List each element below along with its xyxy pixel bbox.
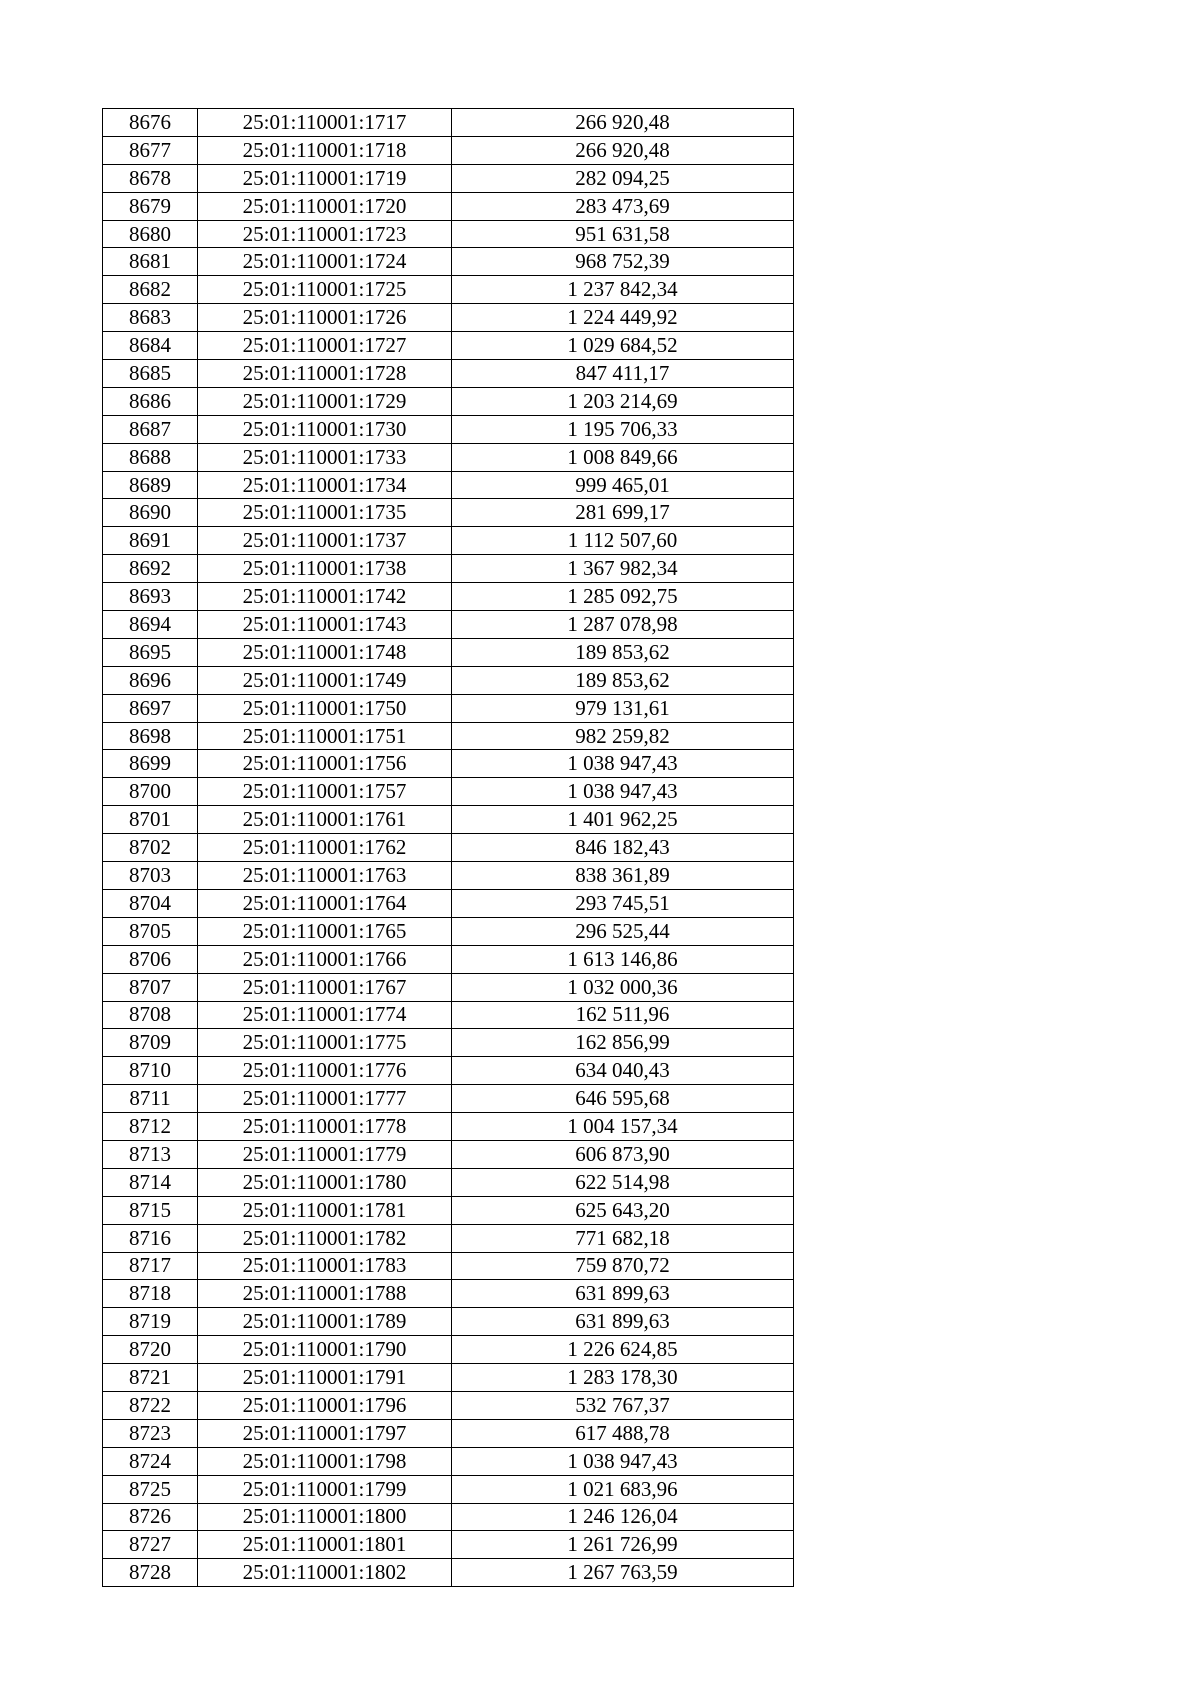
cadastral-number-cell: 25:01:110001:1761 (198, 806, 452, 834)
row-number-cell: 8702 (103, 834, 198, 862)
cadastral-number-cell: 25:01:110001:1797 (198, 1419, 452, 1447)
cadastral-value-cell: 771 682,18 (452, 1224, 794, 1252)
table-row (103, 694, 794, 722)
table-row (103, 276, 794, 304)
table-row (103, 136, 794, 164)
cadastral-value-cell: 296 525,44 (452, 917, 794, 945)
cadastral-value-cell: 266 920,48 (452, 136, 794, 164)
cadastral-number-cell: 25:01:110001:1789 (198, 1308, 452, 1336)
row-number-cell: 8709 (103, 1029, 198, 1057)
table-row (103, 862, 794, 890)
row-number-cell: 8683 (103, 304, 198, 332)
row-number-cell: 8711 (103, 1085, 198, 1113)
cadastral-number-cell: 25:01:110001:1733 (198, 443, 452, 471)
row-number-cell: 8708 (103, 1001, 198, 1029)
row-number-cell: 8719 (103, 1308, 198, 1336)
row-number-cell: 8694 (103, 611, 198, 639)
cadastral-number-cell: 25:01:110001:1729 (198, 387, 452, 415)
cadastral-value-cell: 1 267 763,59 (452, 1559, 794, 1587)
cadastral-value-cell: 1 246 126,04 (452, 1503, 794, 1531)
cadastral-value-cell: 1 613 146,86 (452, 945, 794, 973)
row-number-cell: 8693 (103, 583, 198, 611)
cadastral-value-cell: 606 873,90 (452, 1140, 794, 1168)
table-row (103, 1196, 794, 1224)
cadastral-value-cell: 189 853,62 (452, 638, 794, 666)
cadastral-value-cell: 759 870,72 (452, 1252, 794, 1280)
cadastral-number-cell: 25:01:110001:1743 (198, 611, 452, 639)
cadastral-value-cell: 1 224 449,92 (452, 304, 794, 332)
table-row (103, 109, 794, 137)
cadastral-number-cell: 25:01:110001:1801 (198, 1531, 452, 1559)
cadastral-value-cell: 1 038 947,43 (452, 750, 794, 778)
cadastral-number-cell: 25:01:110001:1802 (198, 1559, 452, 1587)
cadastral-value-cell: 266 920,48 (452, 109, 794, 137)
cadastral-number-cell: 25:01:110001:1764 (198, 889, 452, 917)
table-row (103, 555, 794, 583)
cadastral-number-cell: 25:01:110001:1726 (198, 304, 452, 332)
row-number-cell: 8714 (103, 1168, 198, 1196)
cadastral-value-cell: 1 038 947,43 (452, 778, 794, 806)
cadastral-number-cell: 25:01:110001:1737 (198, 527, 452, 555)
table-row (103, 360, 794, 388)
table-row (103, 304, 794, 332)
row-number-cell: 8725 (103, 1475, 198, 1503)
table-row (103, 1531, 794, 1559)
cadastral-value-cell: 282 094,25 (452, 164, 794, 192)
row-number-cell: 8726 (103, 1503, 198, 1531)
cadastral-number-cell: 25:01:110001:1766 (198, 945, 452, 973)
cadastral-value-cell: 617 488,78 (452, 1419, 794, 1447)
cadastral-value-cell: 293 745,51 (452, 889, 794, 917)
cadastral-number-cell: 25:01:110001:1728 (198, 360, 452, 388)
row-number-cell: 8707 (103, 973, 198, 1001)
cadastral-number-cell: 25:01:110001:1738 (198, 555, 452, 583)
cadastral-number-cell: 25:01:110001:1777 (198, 1085, 452, 1113)
row-number-cell: 8682 (103, 276, 198, 304)
row-number-cell: 8713 (103, 1140, 198, 1168)
table-row (103, 750, 794, 778)
cadastral-number-cell: 25:01:110001:1790 (198, 1336, 452, 1364)
row-number-cell: 8721 (103, 1364, 198, 1392)
table-row (103, 1447, 794, 1475)
table-row (103, 945, 794, 973)
cadastral-value-cell: 1 112 507,60 (452, 527, 794, 555)
cadastral-number-cell: 25:01:110001:1757 (198, 778, 452, 806)
row-number-cell: 8691 (103, 527, 198, 555)
cadastral-value-cell: 281 699,17 (452, 499, 794, 527)
cadastral-value-cell: 1 401 962,25 (452, 806, 794, 834)
cadastral-value-cell: 631 899,63 (452, 1280, 794, 1308)
cadastral-value-cell: 1 237 842,34 (452, 276, 794, 304)
cadastral-number-cell: 25:01:110001:1718 (198, 136, 452, 164)
table-row (103, 1280, 794, 1308)
row-number-cell: 8679 (103, 192, 198, 220)
table-row (103, 1475, 794, 1503)
table-row (103, 527, 794, 555)
cadastral-number-cell: 25:01:110001:1719 (198, 164, 452, 192)
row-number-cell: 8727 (103, 1531, 198, 1559)
row-number-cell: 8690 (103, 499, 198, 527)
table-row (103, 834, 794, 862)
cadastral-number-cell: 25:01:110001:1735 (198, 499, 452, 527)
table-row (103, 806, 794, 834)
cadastral-value-cell: 622 514,98 (452, 1168, 794, 1196)
cadastral-value-cell: 283 473,69 (452, 192, 794, 220)
table-body (103, 109, 794, 1587)
cadastral-value-cell: 1 038 947,43 (452, 1447, 794, 1475)
cadastral-number-cell: 25:01:110001:1763 (198, 862, 452, 890)
table-row (103, 917, 794, 945)
cadastral-number-cell: 25:01:110001:1727 (198, 332, 452, 360)
row-number-cell: 8685 (103, 360, 198, 388)
cadastral-number-cell: 25:01:110001:1723 (198, 220, 452, 248)
cadastral-value-cell: 951 631,58 (452, 220, 794, 248)
row-number-cell: 8688 (103, 443, 198, 471)
table-row (103, 164, 794, 192)
cadastral-number-cell: 25:01:110001:1782 (198, 1224, 452, 1252)
cadastral-number-cell: 25:01:110001:1767 (198, 973, 452, 1001)
cadastral-value-cell: 1 029 684,52 (452, 332, 794, 360)
cadastral-number-cell: 25:01:110001:1750 (198, 694, 452, 722)
table-row (103, 1085, 794, 1113)
cadastral-number-cell: 25:01:110001:1788 (198, 1280, 452, 1308)
table-row (103, 387, 794, 415)
table-row (103, 1252, 794, 1280)
cadastral-value-cell: 532 767,37 (452, 1391, 794, 1419)
table-row (103, 1391, 794, 1419)
table-row (103, 1559, 794, 1587)
cadastral-value-cell: 1 287 078,98 (452, 611, 794, 639)
row-number-cell: 8699 (103, 750, 198, 778)
cadastral-value-cell: 1 032 000,36 (452, 973, 794, 1001)
cadastral-value-cell: 1 021 683,96 (452, 1475, 794, 1503)
table-row (103, 1113, 794, 1141)
row-number-cell: 8678 (103, 164, 198, 192)
cadastral-number-cell: 25:01:110001:1796 (198, 1391, 452, 1419)
cadastral-number-cell: 25:01:110001:1720 (198, 192, 452, 220)
table-row (103, 192, 794, 220)
cadastral-number-cell: 25:01:110001:1798 (198, 1447, 452, 1475)
row-number-cell: 8715 (103, 1196, 198, 1224)
cadastral-value-cell: 1 203 214,69 (452, 387, 794, 415)
row-number-cell: 8706 (103, 945, 198, 973)
cadastral-value-cell: 999 465,01 (452, 471, 794, 499)
table-row (103, 611, 794, 639)
cadastral-number-cell: 25:01:110001:1781 (198, 1196, 452, 1224)
cadastral-number-cell: 25:01:110001:1734 (198, 471, 452, 499)
row-number-cell: 8676 (103, 109, 198, 137)
row-number-cell: 8680 (103, 220, 198, 248)
row-number-cell: 8710 (103, 1057, 198, 1085)
cadastral-number-cell: 25:01:110001:1779 (198, 1140, 452, 1168)
cadastral-value-cell: 646 595,68 (452, 1085, 794, 1113)
row-number-cell: 8700 (103, 778, 198, 806)
cadastral-number-cell: 25:01:110001:1774 (198, 1001, 452, 1029)
cadastral-value-cell: 968 752,39 (452, 248, 794, 276)
table-row (103, 1308, 794, 1336)
table-row (103, 220, 794, 248)
row-number-cell: 8692 (103, 555, 198, 583)
cadastral-number-cell: 25:01:110001:1800 (198, 1503, 452, 1531)
cadastral-number-cell: 25:01:110001:1730 (198, 415, 452, 443)
cadastral-number-cell: 25:01:110001:1751 (198, 722, 452, 750)
cadastral-number-cell: 25:01:110001:1778 (198, 1113, 452, 1141)
table-row (103, 1224, 794, 1252)
cadastral-value-cell: 189 853,62 (452, 666, 794, 694)
table-row (103, 889, 794, 917)
table-row (103, 471, 794, 499)
row-number-cell: 8684 (103, 332, 198, 360)
cadastral-number-cell: 25:01:110001:1783 (198, 1252, 452, 1280)
table-row (103, 1336, 794, 1364)
table-row (103, 583, 794, 611)
cadastral-value-cell: 631 899,63 (452, 1308, 794, 1336)
table-row (103, 973, 794, 1001)
cadastral-value-cell: 1 283 178,30 (452, 1364, 794, 1392)
table-row (103, 1364, 794, 1392)
cadastral-value-cell: 634 040,43 (452, 1057, 794, 1085)
cadastral-value-cell: 847 411,17 (452, 360, 794, 388)
row-number-cell: 8681 (103, 248, 198, 276)
table-row (103, 638, 794, 666)
table-row (103, 248, 794, 276)
row-number-cell: 8695 (103, 638, 198, 666)
cadastral-number-cell: 25:01:110001:1791 (198, 1364, 452, 1392)
table-row (103, 1419, 794, 1447)
row-number-cell: 8697 (103, 694, 198, 722)
cadastral-value-cell: 1 285 092,75 (452, 583, 794, 611)
row-number-cell: 8728 (103, 1559, 198, 1587)
row-number-cell: 8701 (103, 806, 198, 834)
row-number-cell: 8698 (103, 722, 198, 750)
cadastral-value-cell: 1 008 849,66 (452, 443, 794, 471)
cadastral-value-cell: 1 261 726,99 (452, 1531, 794, 1559)
cadastral-number-cell: 25:01:110001:1749 (198, 666, 452, 694)
cadastral-number-cell: 25:01:110001:1780 (198, 1168, 452, 1196)
cadastral-value-cell: 625 643,20 (452, 1196, 794, 1224)
cadastral-number-cell: 25:01:110001:1742 (198, 583, 452, 611)
table-row (103, 1029, 794, 1057)
cadastral-value-cell: 1 367 982,34 (452, 555, 794, 583)
cadastral-number-cell: 25:01:110001:1762 (198, 834, 452, 862)
row-number-cell: 8686 (103, 387, 198, 415)
row-number-cell: 8723 (103, 1419, 198, 1447)
table-row (103, 1168, 794, 1196)
cadastral-value-cell: 1 004 157,34 (452, 1113, 794, 1141)
row-number-cell: 8718 (103, 1280, 198, 1308)
cadastral-value-table (102, 108, 794, 1587)
row-number-cell: 8687 (103, 415, 198, 443)
row-number-cell: 8689 (103, 471, 198, 499)
row-number-cell: 8722 (103, 1391, 198, 1419)
row-number-cell: 8712 (103, 1113, 198, 1141)
cadastral-value-cell: 838 361,89 (452, 862, 794, 890)
cadastral-value-cell: 162 856,99 (452, 1029, 794, 1057)
row-number-cell: 8677 (103, 136, 198, 164)
cadastral-value-cell: 1 195 706,33 (452, 415, 794, 443)
table-row (103, 1503, 794, 1531)
cadastral-number-cell: 25:01:110001:1717 (198, 109, 452, 137)
cadastral-number-cell: 25:01:110001:1799 (198, 1475, 452, 1503)
cadastral-number-cell: 25:01:110001:1724 (198, 248, 452, 276)
cadastral-number-cell: 25:01:110001:1776 (198, 1057, 452, 1085)
table-row (103, 1140, 794, 1168)
row-number-cell: 8696 (103, 666, 198, 694)
cadastral-value-cell: 1 226 624,85 (452, 1336, 794, 1364)
row-number-cell: 8717 (103, 1252, 198, 1280)
row-number-cell: 8724 (103, 1447, 198, 1475)
cadastral-value-cell: 982 259,82 (452, 722, 794, 750)
row-number-cell: 8720 (103, 1336, 198, 1364)
table-row (103, 332, 794, 360)
cadastral-value-cell: 846 182,43 (452, 834, 794, 862)
cadastral-value-cell: 162 511,96 (452, 1001, 794, 1029)
cadastral-number-cell: 25:01:110001:1756 (198, 750, 452, 778)
cadastral-number-cell: 25:01:110001:1765 (198, 917, 452, 945)
row-number-cell: 8705 (103, 917, 198, 945)
row-number-cell: 8716 (103, 1224, 198, 1252)
table-row (103, 722, 794, 750)
cadastral-number-cell: 25:01:110001:1775 (198, 1029, 452, 1057)
cadastral-number-cell: 25:01:110001:1748 (198, 638, 452, 666)
cadastral-value-cell: 979 131,61 (452, 694, 794, 722)
table-row (103, 666, 794, 694)
cadastral-number-cell: 25:01:110001:1725 (198, 276, 452, 304)
row-number-cell: 8703 (103, 862, 198, 890)
table-row (103, 1001, 794, 1029)
table-row (103, 1057, 794, 1085)
table-row (103, 415, 794, 443)
table-row (103, 499, 794, 527)
row-number-cell: 8704 (103, 889, 198, 917)
table-row (103, 443, 794, 471)
table-row (103, 778, 794, 806)
